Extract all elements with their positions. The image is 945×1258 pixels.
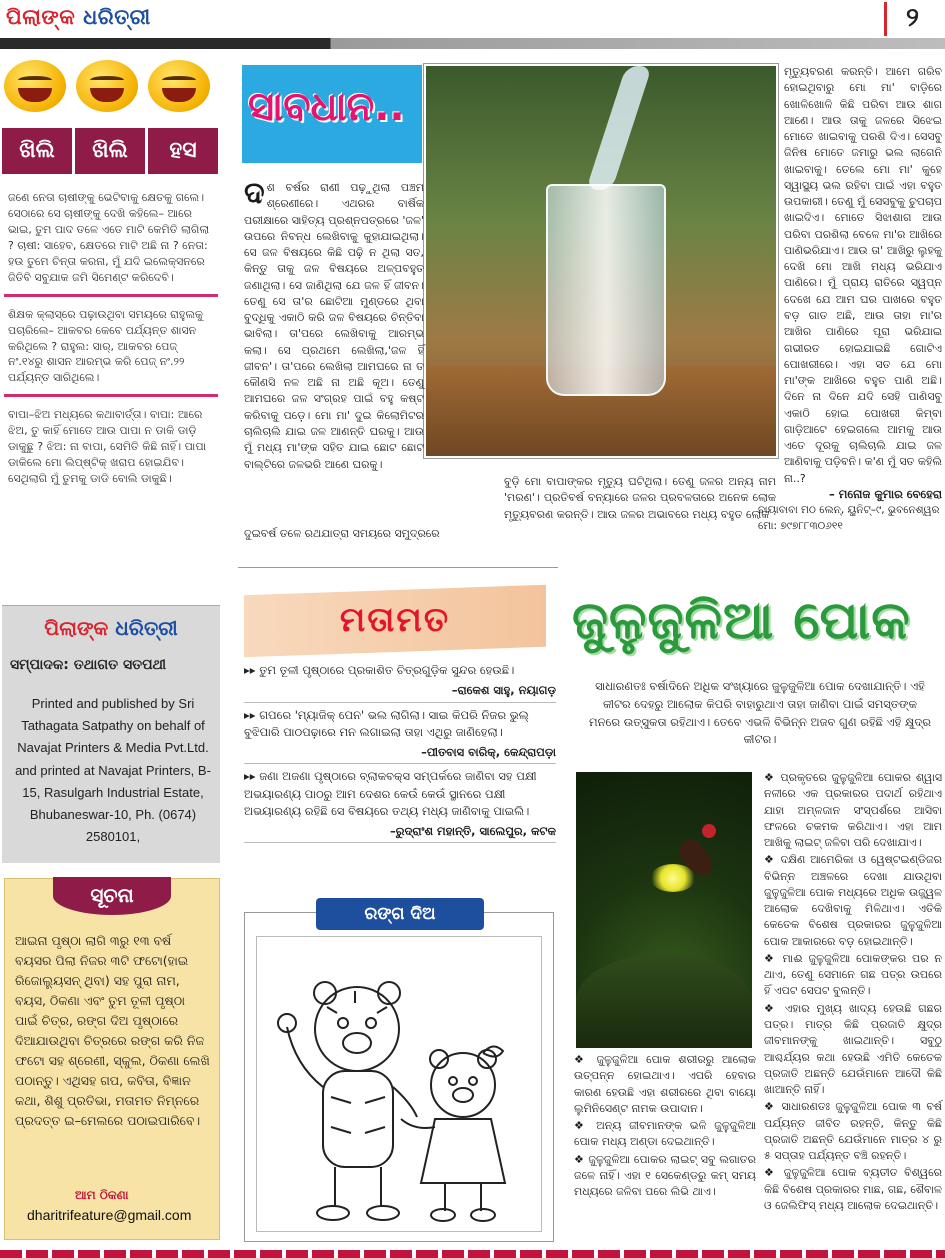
star-bullet-icon: ❖ — [574, 1119, 597, 1133]
star-bullet-icon: ❖ — [764, 951, 783, 965]
star-bullet-icon: ❖ — [574, 1152, 589, 1166]
imprint-brand-part-1: ପିଲାଙ୍କ — [44, 616, 109, 640]
fact-text: ଏହାର ମୁଖ୍ୟ ଖାଦ୍ୟ ହେଉଛି ଗଛର ପତ୍ର। ମାତ୍ର କିଛି ପ୍ରଜାତି କ୍ଷୁଦ୍ର ଜୀବମାନଙ୍କୁ ଖାଇଥାନ୍ତି। ସବୁଠୁ ଆଶ୍ଚର୍ଯ୍ୟର କଥା ହେଉଛି ଏମିତି କେତେକ ପ୍ରଜାତି ଅଛନ୍ତି ଯେଉଁମାନେ ଆଦୌ କିଛି ଖାଆନ୍ତି ନାହିଁ। — [764, 1001, 942, 1097]
arrow-bullet-icon: ▸▸ — [244, 769, 256, 784]
fact-item — [764, 1099, 942, 1164]
section-divider — [238, 567, 558, 568]
firefly-icon — [702, 824, 716, 838]
star-bullet-icon: ❖ — [764, 1001, 785, 1015]
opinion-text: ଜଣା ଅଜଣା ପୃଷ୍ଠାରେ ବ୍ଲାକବକ୍ସ ସମ୍ପର୍କରେ ଜାଣିବା ସହ ପକ୍ଷୀ ଅଭୟାରଣ୍ୟ ପାଠରୁ ଆମ ଦେଶର କେଉଁ କେଉଁ ସ୍ଥାନରେ ପକ୍ଷୀ ଅଭୟାରଣ୍ୟ ରହିଛି ସେ ବିଷୟରେ ତଥ୍ୟ ମଧ୍ୟ ଜାଣିବାକୁ ପାଇଲି। — [244, 769, 537, 818]
opinions-list — [244, 662, 556, 847]
page-number: ୨ — [906, 3, 919, 33]
publisher-statement: Printed and published by Sri Tathagata Satpathy on behalf of Navajat Printers & Media Pvt.Ltd. and printed at Navajat Printers, B-15, Rasulgarh Industrial Estate, Bhubaneswar-10, Ph. (0674) 2580101, — [15, 696, 211, 844]
fact-text: ଜୁଳୁଜୁଳିଆ ପୋକ ବ୍ୟତୀତ ବିଶ୍ୱରେ କିଛି ବିଶେଷ ପ୍ରକାରର ମାଛ, ଗଛ, ଶୈବାଳ ଓ ଜେଲିଫିସ୍ ମଧ୍ୟ ଆଲୋକ ଦେଇଥାନ୍ତି। — [764, 1166, 942, 1212]
joke-item: ବାପା–ଝିଅ ମଧ୍ୟରେ କଥାବାର୍ତ୍ତା। ବାପା: ଆରେ ଝିଅ, ତୁ କାହିଁ ମୋତେ ଆଉ ପାପା ନ ଡାକି ଡାଡ଼ି ଡାକୁଛୁ ? ଝିଅ: ନା ବାପା, ସେମିତି କିଛି ନାହିଁ। ପାପା ଡାକିଲେ ମୋ ଲିପ୍‌ଷ୍ଟିକ୍ ଖରାପ ହୋଇଯିବ। ସେଥିଲାଗି ମୁଁ ତୁମକୁ ଡାଡି ବୋଲି ଡାକୁଛି। — [8, 408, 207, 486]
notice-title: ସୂଚନା — [53, 877, 171, 915]
star-bullet-icon: ❖ — [764, 1100, 782, 1114]
laughing-emoji-row — [4, 60, 224, 112]
laughing-emoji-icon — [76, 60, 138, 112]
notice-body: ଆଇନା ପୃଷ୍ଠା ଲାଗି ୩ରୁ ୧୩ ବର୍ଷ ବୟସର ପିଲା ନିଜର ୩ଟି ଫଟୋ(ହାଇ ରିଜୋଲ୍ୟୁସନ୍ ଥିବା) ସହ ପୁରା ନାମ, ବୟସ, ଠିକଣା ଏବଂ ତୁମ ତୂଳୀ ପୃଷ୍ଠା ପାଇଁ ଚିତ୍ର, ରଙ୍ଗ ଦିଅ ପୃଷ୍ଠାରେ ଦିଆଯାଉଥିବା ଚିତ୍ରରେ ରଙ୍ଗ କରି ନିଜ ଫଟୋ ସହ ଶ୍ରେଣୀ, ସ୍କୁଲ, ଠିକଣା ଲେଖି ପଠାନ୍ତୁ। ଏଥିସହ ଗପ, କବିତା, ବିଜ୍ଞାନ କଥା, ଶିଶୁ ପ୍ରତିଭା, ମତାମତ ନିମ୍ନରେ ପ୍ରଦତ୍ତ ଇ–ମେଲରେ ପଠାଇପାରିବେ। — [15, 933, 210, 1128]
opinions-title: ମତାମତ — [339, 600, 451, 640]
arrow-bullet-icon: ▸▸ — [244, 663, 256, 677]
editor-credit: ସମ୍ପାଦକ: ତଥାଗତ ସତପଥୀ — [10, 657, 167, 673]
story-column-1-text: ଶ ବର୍ଷର ରାଣୀ ପଢ଼ୁଥିଲା ପଞ୍ଚମ ଶ୍ରେଣୀରେ। ଏଥରର ବାର୍ଷିକ ପରୀକ୍ଷାରେ ସାହିତ୍ୟ ପ୍ରଶ୍ନପତ୍ରରେ 'ଜଳ' ଉପରେ ନିବନ୍ଧ ଲେଖିବାକୁ କୁହାଯାଇଥିଲା। ସେ ଜଳ ବିଷୟରେ କିଛି ପଢ଼ି ନ ଥିଲା ସତ, କିନ୍ତୁ ତାକୁ ଜଳ ବିଷୟରେ ଅଳ୍ପବହୁତ ଜଣାଥିଲା। ସେ ଜାଣିଥିଲା ଯେ ଜଳ ହିଁ ଜୀବନ। ତେଣୁ ସେ ତା'ର ଛୋଟିଆ ମୁଣ୍ଡରେ ଥିବା ବୁଦ୍ଧିକୁ ଏକାଠି କରି ଜଳ ବିଷୟରେ ଚିନ୍ତିବା ଭାବିଲା। ତା'ପରେ ଲେଖିବାକୁ ଆରମ୍ଭ କଲା। ସେ ପ୍ରଥମେ ଲେଖିଲା,'ଜଳ ହିଁ ଜୀବନ'। ତା'ପରେ ଲେଖିଲା ଆମଘରେ ନା ତ କୌଣସି ନଳ ଅଛି ନା ଅଛି କୂଅ। ତେଣୁ ଆମଘରେ ଜଳ ସଂଗ୍ରହ ପାଇଁ ବହୁ କଷ୍ଟ କରିବାକୁ ପଡ଼େ। ମୋ ମା' ଦୁଇ କିଲୋମିଟର ଚାଲିଚାଲି ଯାଇ ଜଳ ଆଣନ୍ତି ଘରକୁ। ଆଉ ମୁଁ ମଧ୍ୟ ମା'ଙ୍କ ସହିତ ଯାଇ ଛୋଟ ଛୋଟ ବାଲ୍‌ଟିରେ ଜଳଭରି ଆଣେ ଘରକୁ। — [244, 181, 424, 471]
story-column-2: ବୁଡ଼ି ମୋ ବାପାଙ୍କର ମୃତ୍ୟୁ ଘଟିଥିଲା। ତେଣୁ ଜଳର ଅନ୍ୟ ନାମ 'ମରଣ'। ପ୍ରତିବର୍ଷ ବନ୍ୟାରେ ଜଳର ପ୍ରବଳତାରେ ଅନେକ ଲୋକ ମୃତ୍ୟୁବରଣ କରନ୍ତି। ଆଉ ଜଳର ଅଭାବରେ ମଧ୍ୟ ବହୁତ ଲୋକ — [504, 475, 776, 521]
jokes-title-word: ଖିଲି — [2, 128, 75, 174]
opinion-signature: –ରୁଦ୍ରାଂଶ ମହାନ୍ତି, ସାଲେପୁର, କଟକ — [244, 823, 556, 843]
water-glass-photo — [424, 64, 778, 458]
jokes-title-word: ହସ — [169, 138, 197, 163]
brand-logo — [6, 2, 151, 32]
firefly-facts-left — [574, 1052, 756, 1201]
fact-item — [764, 1001, 942, 1099]
opinion-signature: –ରାକେଶ ସାହୁ, ନୟାଗଡ଼ — [244, 682, 556, 702]
story-dropcap: ଦ — [244, 176, 265, 211]
joke-item: ଜଣେ ନେତା ଚାଷୀଙ୍କୁ ଭେଟିବାକୁ କ୍ଷେତକୁ ଗଲେ। ସେଠାରେ ସେ ଚାଷୀଙ୍କୁ ଦେଖି କହିଲେ– ଆରେ ଭାଇ, ତୁମ ପାଦ ତଳେ ଏତେ ମାଟି କେମିତି ଲାଗିଲା ? ଚାଷୀ: ସାହେବ, କ୍ଷେତରେ ମାଟି ଅଛି ନା ? ନେତା: ହଉ ତୁମେ ଚିନ୍ତା କରନା, ମୁଁ ଯଦି ଇଲେକ୍ସନରେ ଜିତିବି ସବୁଯାକ ଜମି ସିମେଣ୍ଟ କରିଦେବି। — [4, 186, 218, 297]
star-bullet-icon: ❖ — [574, 1053, 597, 1066]
story-author: – ମନୋଜ କୁମାର ବେହେରା — [829, 487, 942, 501]
laughing-emoji-icon — [148, 60, 210, 112]
coloring-title: ରଙ୍ଗ ଦିଅ — [316, 898, 484, 930]
opinion-item — [244, 662, 556, 679]
laughing-emoji-icon — [4, 60, 66, 112]
water-stream — [586, 66, 652, 190]
star-bullet-icon: ❖ — [764, 853, 781, 867]
header-bar — [0, 38, 945, 49]
fact-text: ଦକ୍ଷିଣ ଆମେରିକା ଓ ୱେଷ୍ଟଇଣ୍ଡିଜର ବିଭିନ୍ନ ଅଞ୍ଚଳରେ ଦେଖା ଯାଉଥିବା ଜୁଳୁଜୁଳିଆ ପୋକ ମଧ୍ୟରେ ଅଧିକ ଉଜ୍ଜ୍ୱଳ ଆଲୋକ ଦେଖିବାକୁ ମିଳିଥାଏ। ଏତିକି କେତେକ ବିଶେଷ ପ୍ରକାରର ଜୁଳୁଜୁଳିଆ ପୋକ ଆକାରରେ ବଡ଼ ହୋଇଥାନ୍ତି। — [764, 853, 942, 948]
opinion-text: ଗପରେ 'ମ୍ୟାଜିକ୍ ପେନ' ଭଲ ଲାଗିଲା। ସାଇ କିପରି ନିଜର ଭୁଲ୍ ବୁଝିପାରି ପାଠପଢ଼ାରେ ମନ ଲଗାଇଲା ତାହା ଏଥିରୁ ଜାଣିହେଲା। — [244, 707, 529, 739]
imprint-box — [2, 605, 220, 863]
story-author-address: ବାୟାବାବା ମଠ ଲେନ୍, ୟୁନିଟ୍–୯, ଭୁବନେଶ୍ୱର ମୋ: ୭୯୭୮୮୩୦୬୧୧ — [758, 504, 940, 532]
contact-email[interactable]: dharitrifeature@gmail.com — [27, 1207, 192, 1223]
star-bullet-icon: ❖ — [764, 1166, 784, 1180]
masthead — [0, 0, 945, 50]
tiger-cubs-outline-icon — [257, 937, 541, 1231]
story-column-1-tail: ଦୁଇବର୍ଷ ତଳେ ରଥଯାତ୍ରା ସମୟରେ ସମୁଦ୍ରରେ — [244, 527, 440, 540]
fact-item — [764, 770, 942, 851]
fact-item — [574, 1052, 756, 1117]
jokes-title-word: ଖିଲି — [75, 128, 148, 174]
arrow-bullet-icon: ▸▸ — [244, 707, 256, 722]
fact-text: ଜୁଳୁଜୁଳିଆ ପୋକର ଲାଇଟ୍ ସବୁ ଲଗାତର ଜଳେ ନାହିଁ। ଏହା ୧ ସେକେଣ୍ଡରୁ କମ୍ ସମୟ ମଧ୍ୟରେ ଜଳିବା ପରେ ଲିଭି ଥାଏ। — [574, 1152, 756, 1199]
jokes-section-title — [2, 128, 218, 174]
jokes-list — [4, 186, 218, 582]
water-glass-icon — [546, 184, 666, 396]
firefly-photo — [576, 772, 752, 1048]
fact-text: ସାଧାରଣତଃ ଜୁଳୁଜୁଳିଆ ପୋକ ୩ ବର୍ଷ ପର୍ଯ୍ୟନ୍ତ ଜୀବିତ ରହନ୍ତି, କିନ୍ତୁ କିଛି ପ୍ରଜାତି ଅଛନ୍ତି ଯେଉଁମାନେ ମାତ୍ର ୪ ରୁ ୫ ସପ୍ତାହ ପର୍ଯ୍ୟନ୍ତ ବଞ୍ଚି ରହନ୍ତି। — [764, 1100, 942, 1163]
brand-part-2: ଧରିତ୍ରୀ — [83, 5, 151, 29]
brand-part-1: ପିଲାଙ୍କ — [6, 5, 76, 29]
story-title: ସାବଧାନ.. — [248, 84, 405, 130]
footer-bar — [0, 1250, 945, 1258]
fact-item — [574, 1152, 756, 1201]
opinion-signature: –ପୀତବାସ ବାରିକ୍, କେନ୍ଦ୍ରାପଡ଼ା — [244, 744, 556, 764]
notice-box — [4, 878, 220, 1240]
firefly-facts-right — [764, 770, 942, 1215]
leaf-shape — [576, 954, 752, 1048]
firefly-title: ଜୁଳୁଜୁଳିଆ ପୋକ — [572, 591, 911, 651]
fact-text: ମାଈ ଜୁଳୁଜୁଳିଆ ପୋକଙ୍କର ପର ନ ଥାଏ, ତେଣୁ ସେମାନେ ଗଛ ପତ୍ର ଉପରେ ହିଁ ଏପଟ ସେପଟ ବୁଲନ୍ତି। — [764, 951, 942, 998]
opinion-item — [244, 768, 556, 820]
opinion-item — [244, 707, 556, 742]
fact-text: ଅନ୍ୟ ଜୀବମାନଙ୍କ ଭଳି ଜୁଳୁଜୁଳିଆ ପୋକ ମଧ୍ୟ ଅଣ୍ଡା ଦେଇଥାନ୍ତି। — [574, 1119, 756, 1149]
page-number-divider — [884, 2, 887, 36]
imprint-brand-logo — [2, 614, 220, 643]
address-label: ଆମ ଠିକଣା — [75, 1188, 129, 1202]
fact-text: ଜୁଳୁଜୁଳିଆ ପୋକ ଶରୀରରୁ ଆଲୋକ ଉତ୍ପନ୍ନ ହୋଇଥାଏ। ଏପରି ହେବାର କାରଣ ହେଉଛି ଏହା ଶରୀରରେ ଥିବା ବାୟୋ ଲୁମିନିସେଣ୍ଟ ନାମକ ଉପାଦାନ। — [574, 1053, 756, 1115]
fact-item — [764, 951, 942, 1000]
coloring-drawing — [256, 936, 542, 1232]
imprint-brand-part-2: ଧରିତ୍ରୀ — [115, 616, 178, 640]
fact-item — [764, 852, 942, 950]
joke-item: ଶିକ୍ଷକ କ୍ଲାସ୍‌ରେ ପଢ଼ାଉଥିବା ସମୟରେ ରାହୁଲକୁ ପଚାରିଲେ– ଆକବର କେବେ ପର୍ଯ୍ୟନ୍ତ ଶାସନ କରିଥିଲେ ? ରାହୁଲ: ସାର୍, ଆକବର ପେଜ୍ ନଂ.୧୪ରୁ ଶାସନ ଆରମ୍ଭ କରି ପେଜ୍ ନଂ.୨୨ ପର୍ଯ୍ୟନ୍ତ ସାରିଥିଲେ। — [4, 303, 218, 398]
opinion-text: ତୁମ ତୂଳୀ ପୃଷ୍ଠାରେ ପ୍ରକାଶିତ ଚିତ୍ରଗୁଡ଼ିକ ସୁନ୍ଦର ହେଉଛି। — [259, 663, 515, 677]
fact-item — [574, 1118, 756, 1151]
fact-item — [764, 1165, 942, 1214]
story-column-1 — [244, 176, 424, 525]
fact-text: ପ୍ରକୃତରେ ଜୁଳୁଜୁଳିଆ ପୋକର ଶ୍ୱାସ ନଳୀରେ ଏକ ପ୍ରକାରର ପଦାର୍ଥ ରହିଥାଏ ଯାହା ଅମ୍ଳଜାନ ସଂସ୍ପର୍ଶରେ ଆସିବା ଫଳରେ ଚକମକ କରିଥାଏ। ଏହା ଆମ ଆଖିକୁ ଲାଇଟ୍ ଜଳିବା ପରି ଦେଖାଯାଏ। — [764, 771, 942, 850]
story-column-3: ମୃତ୍ୟୁବରଣ କରନ୍ତି। ଆମେ ଗରିବ ହୋଇଥିବାରୁ ମୋ ମା' ବାଡ଼ିରେ ଖୋଳିଖୋଳି କିଛି ପରିବା ଆଉ ଶାଗ ଆଣେ। ଆଉ ତାକୁ ଜଳରେ ସିଝେଇ ମୋତେ ଖାଇବାକୁ ପରଶି ଦିଏ। ସେସବୁ ଜିନିଷ ମୋତେ ଜମାରୁ ଭଲ ଲାଗେନି ଖାଇବାକୁ। ତେଲେ ମୋ ମା' କୁହେ ସ୍ୱାସ୍ଥ୍ୟ ଭଲ ରହିବା ପାଇଁ ଏହା ବହୁତ ଉପକାରୀ। ତେଣୁ ମୁଁ ସେସବୁକୁ ଚୁପଚାପ ଖାଇଦିଏ। ମୋତେ ସିଝାଶାଗ ଆଉ ପରିବା ପରଶିଲା ବେଳେ ମା'ର ଆଖିରେ ପାଣିଭରିଯାଏ। ଆଉ ତା' ଆଖିରୁ ଲୁହକୁ ଦେଖି ମୋ ଆଖି ମଧ୍ୟ ଭରିଯାଏ ପାଣିରେ। ମୁଁ ପ୍ରାୟ ରାତିରେ ସ୍ୱପ୍ନ ଦେଖେ ଯେ ଆମ ଘର ପାଖରେ ବହୁତ ବଡ଼ ଗାତ ଅଛି, ଆଉ ତାହା ମା'ର ଆଖିର ପାଣିରେ ପୂରା ଭରିଯାଇ ଗଭୀରତ ହୋଇଯାଇଛି ଗୋଟିଏ ପୋଖରୀରେ। ଏହା ସତ ଯେ ମୋ ମା'ଙ୍କ ଆଖିରେ ବହୁତ ପାଣି ଅଛି। ଦିନେ ନା ଦିନେ ଯଦି ସେହି ପାଣିସବୁ ଏକାଠି ହୋଇ ପୋଖରୀ କିମ୍ବା ଗାଡ଼ିଆଟେ ହେଇଗଲେ ଆମକୁ ଆଉ ଏତେ ଦୂରକୁ ଚାଲିଚାଲି ଯାଇ ଜଳ ଆଣିବାକୁ ପଡ଼ିବନି। କ'ଣ ମୁଁ ସତ କହିଲି ନା..? — [784, 65, 942, 485]
star-bullet-icon: ❖ — [764, 771, 781, 784]
firefly-intro: ସାଧାରଣତଃ ବର୍ଷାଦିନେ ଅଧିକ ସଂଖ୍ୟାରେ ଜୁଳୁଜୁଳିଆ ପୋକ ଦେଖାଯାନ୍ତି। ଏହି କୀଟର ଦେହରୁ ଆଲୋକ କିପରି ବାହାରୁଥାଏ ତାହା ଜାଣିବା ପାଇଁ ସମସ୍ତଙ୍କ ମନରେ ଉତ୍ସୁକତା ରହିଥାଏ। ତେବେ ଏଭଳି ବିଭିନ୍ନ ଅଜବ ଗୁଣ ରହିଛି ଏହି କ୍ଷୁଦ୍ର କୀଟର। — [589, 679, 931, 747]
